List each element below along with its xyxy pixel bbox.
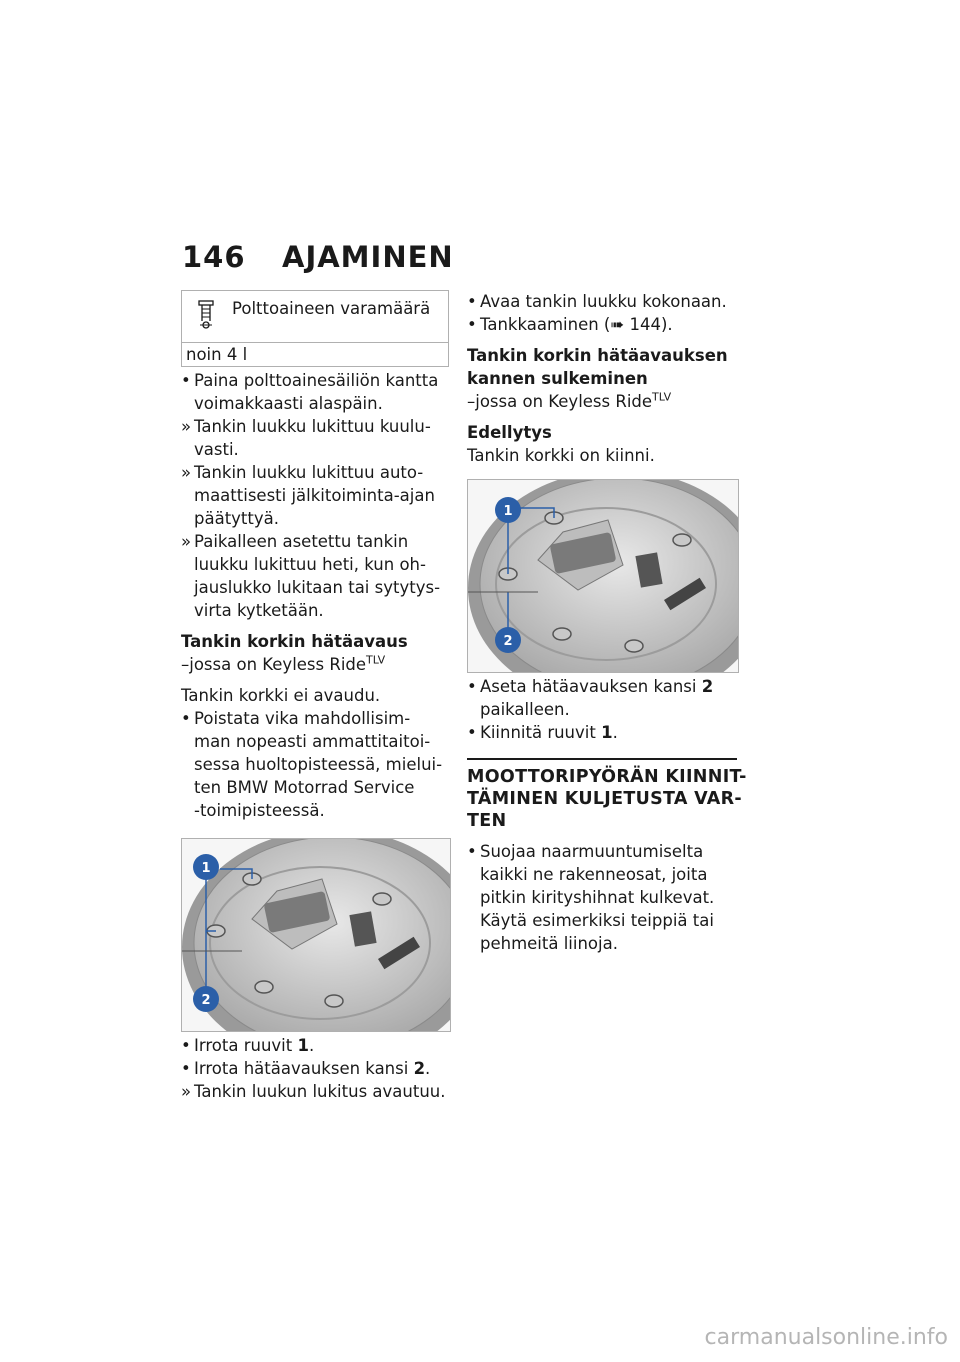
watermark: carmanualsonline.info <box>704 1325 948 1350</box>
variant-sup: TLV <box>652 390 672 404</box>
fuel-reserve-header <box>182 291 448 343</box>
page-ref-arrow-icon: ➠ <box>610 315 625 334</box>
left-column <box>181 290 451 1103</box>
bullet-marker: • <box>181 371 191 390</box>
heading-close-cover: Tankin korkin hätäavauksen <box>467 346 728 365</box>
ref-1: 1 <box>297 1036 309 1055</box>
fuel-cap-figure-left <box>181 838 451 1032</box>
fuel-cap-illustration <box>182 839 450 1031</box>
chapter-title: AJAMINEN <box>282 240 454 274</box>
result-lock-audible: » Tankin luukku lukittuu kuulu- vasti. <box>181 417 431 459</box>
section-title-transport: MOOTTORIPYÖRÄN KIINNIT- TÄMINEN KULJETUSTA VAR- TEN <box>467 767 747 831</box>
result-lock-immediate: » Paikalleen asetettu tankin luukku lukittuu heti, kun oh- jauslukko lukitaan tai sytytys- virta kytketään. <box>181 532 441 620</box>
result-marker: » <box>181 1082 192 1101</box>
fuel-reserve-label: Polttoaineen varamäärä <box>232 299 431 318</box>
callout-label-1: 1 <box>503 504 513 519</box>
result-marker: » <box>181 532 192 551</box>
page-header <box>182 240 454 274</box>
bullet-marker: • <box>467 723 477 742</box>
fuel-cap-figure-right <box>467 479 739 673</box>
fuel-reserve-value: noin 4 l <box>186 345 248 364</box>
step-refuel: • Tankkaaminen (➠ 144). <box>467 315 673 334</box>
step-fix-fault: • Poistata vika mahdollisim- man nopeasti ammattitaitoi- sessa huoltopisteessä, mielui- ten BMW Motorrad Service -toimipisteessä. <box>181 709 443 820</box>
right-column: • Avaa tankin luukku kokonaan. • Tankkaaminen (➠ 144). Tankin korkin hätäavauksen kannen sulkeminen –jossa on Keyless Ride$^{TLV}$ Edellytys Tankin korkki on kiinni. 1 2 • Aseta hätäavauksen kansi 2 paikalleen. • Kiinnitä ruuvit 1. MOOTTORIPYÖRÄN KIINNIT- TÄMINEN KULJETUSTA VAR- TEN • Suojaa naarmuuntumiselta kaikki ne rakenneosat, joita pitkin kirityshihnat kulkevat. Käytä esimerkiksi teippiä tai pehmeitä liinoja. <box>467 290 739 955</box>
fuel-reserve-box <box>181 290 449 367</box>
step-open-flap: • Avaa tankin luukku kokonaan. <box>467 292 727 311</box>
bullet-marker: • <box>181 709 191 728</box>
ref-1: 1 <box>601 723 613 742</box>
step-remove-cover: • Irrota hätäavauksen kansi 2. <box>181 1059 431 1078</box>
callout-label-2: 2 <box>503 634 513 649</box>
variant-sup: TLV <box>366 653 386 667</box>
ref-2: 2 <box>413 1059 426 1078</box>
fuel-pump-icon <box>196 297 218 337</box>
bullet-marker: • <box>467 842 477 861</box>
step-place-cover: • Aseta hätäavauksen kansi 2 paikalleen. <box>467 677 714 719</box>
heading-emergency-release: Tankin korkin hätäavaus <box>181 632 408 651</box>
callout-label-1: 1 <box>201 861 211 876</box>
prerequisite-heading: Edellytys <box>467 423 552 442</box>
bullet-marker: • <box>467 677 477 696</box>
prerequisite-text: Tankin korkki on kiinni. <box>467 446 655 465</box>
callout-label-2: 2 <box>201 993 211 1008</box>
bullet-marker: • <box>467 315 477 334</box>
variant-keyless: –jossa on Keyless Ride$^{TLV}$ <box>467 390 672 411</box>
section-divider <box>467 758 737 760</box>
condition-text: Tankin korkki ei avaudu. <box>181 686 381 705</box>
bullet-marker: • <box>181 1059 191 1078</box>
step-fasten-screws: • Kiinnitä ruuvit 1. <box>467 723 618 742</box>
step-remove-screws: • Irrota ruuvit 1. <box>181 1036 315 1055</box>
fuel-cap-illustration <box>468 480 738 672</box>
bullet-marker: • <box>467 292 477 311</box>
result-marker: » <box>181 417 192 436</box>
result-unlocks: » Tankin luukun lukitus avautuu. <box>181 1082 446 1101</box>
ref-2: 2 <box>701 677 714 696</box>
result-marker: » <box>181 463 192 482</box>
page-ref-link[interactable]: 144 <box>629 315 661 334</box>
bullet-marker: • <box>181 1036 191 1055</box>
step-protect-parts: • Suojaa naarmuuntumiselta kaikki ne rakenneosat, joita pitkin kirityshihnat kulkevat. Käytä esimerkiksi teippiä tai pehmeitä liinoja. <box>467 842 715 953</box>
result-lock-auto: » Tankin luukku lukittuu auto- maattisesti jälkitoiminta-ajan päätyttyä. <box>181 463 435 528</box>
page-number: 146 <box>182 240 246 274</box>
variant-keyless: –jossa on Keyless Ride$^{TLV}$ <box>181 653 386 674</box>
step-press-cap: • Paina polttoainesäiliön kantta voimakkaasti alaspäin. <box>181 371 439 413</box>
